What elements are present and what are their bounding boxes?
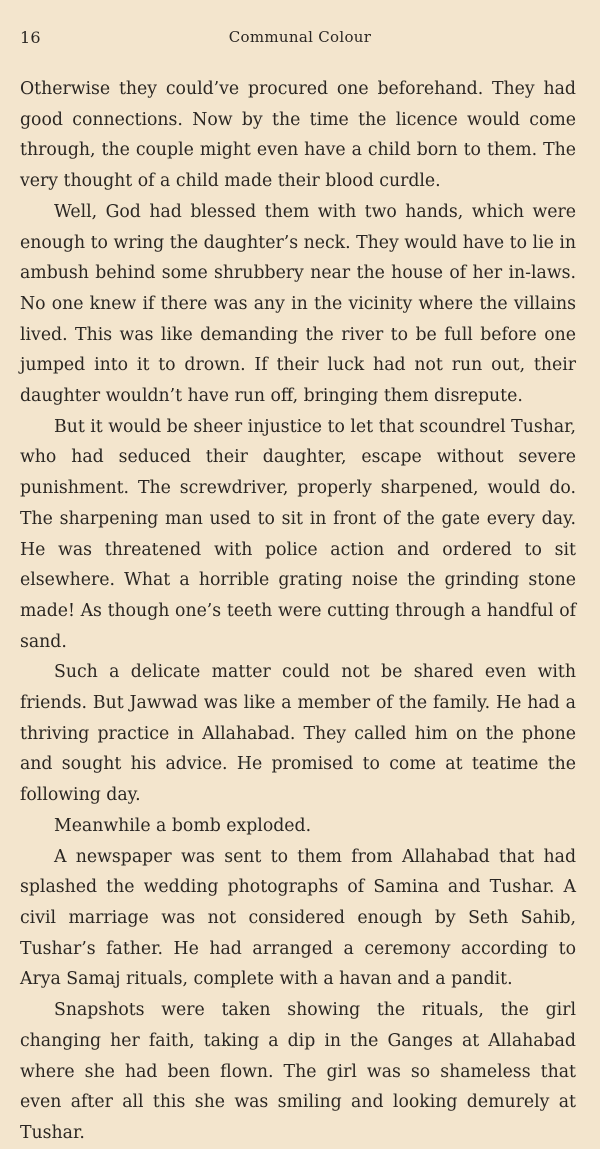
running-title: Communal Colour [228,28,372,46]
paragraph: A newspaper was sent to them from Allahabad that had splashed the wedding photographs of Samina and Tushar. A civil marriage was not considered enough by Seth Sahib, Tushar’s father. He had arranged a ceremony according to Arya Samaj rituals, complete with a havan and a pandit. [20,846,576,990]
paragraph: Meanwhile a bomb exploded. [54,815,312,836]
paragraph: Such a delicate matter could not be shared even with friends. But Jawwad was like a member of the family. He had a thriving practice in Allahabad. They called him on the phone and sought his advice. He promised to come at teatime the following day. [20,662,576,806]
paragraph: But it would be sheer injustice to let that scoundrel Tushar, who had seduced their daughter, escape without severe punishment. The screwdriver, properly sharpened, would do. The sharpening man used to sit in front of the gate every day. He was threatened with police action and ordered to sit elsewhere. What a horrible grating noise the grinding stone made! As though one’s teeth were cutting through a handful of sand. [20,416,576,652]
body-text [20,74,576,1149]
page-number: 16 [20,28,41,47]
paragraph: Snapshots were taken showing the rituals, the girl changing her faith, taking a dip in the Ganges at Allahabad where she had been flown. The girl was so shameless that even after all this she was smiling and looking demurely at Tushar. [20,1000,576,1143]
paragraph: Otherwise they could’ve procured one beforehand. They had good connections. Now by the time the licence would come through, the couple might even have a child born to them. The very thought of a child made their blood curdle. [20,79,576,192]
paragraph: Well, God had blessed them with two hands, which were enough to wring the daughter’s neck. They would have to lie in ambush behind some shrubbery near the house of her in-laws. No one knew if there was any in the vicinity where the villains lived. This was like demanding the river to be full before one jumped into it to drown. If their luck had not run out, their daughter wouldn’t have run off, bringing them disrepute. [20,201,576,407]
